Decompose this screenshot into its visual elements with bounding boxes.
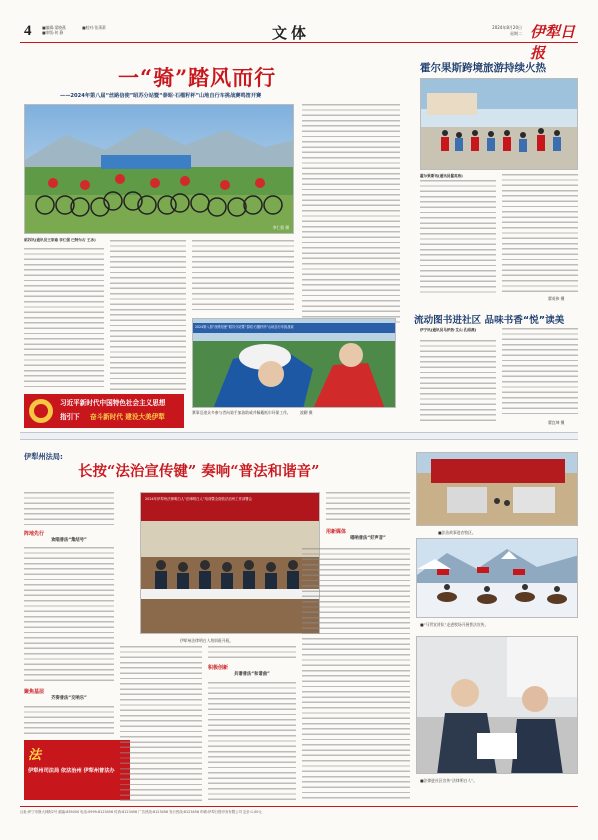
story1-body-col1 xyxy=(24,248,104,390)
rural-illustration xyxy=(417,453,578,526)
subhead-title: 阵地先行 xyxy=(24,531,45,537)
right-mid-credit: 翟宜坤 摄 xyxy=(548,420,565,425)
horseback-photo xyxy=(416,538,578,618)
subhead-sub: 共谱普法“和谐曲” xyxy=(234,672,270,677)
right-caption1: ■法治故事进农牧区。 xyxy=(438,530,476,535)
section-divider xyxy=(20,432,578,440)
date: 2024年8月20日 xyxy=(492,25,522,30)
editor-info xyxy=(42,25,66,35)
story2-body-col1a xyxy=(24,492,114,526)
story2-subhead1 xyxy=(24,530,114,543)
section-title: 文体 xyxy=(272,24,311,42)
story2-body-col1b xyxy=(24,547,114,685)
photo2-caption-text: 赛事沿途众多参与者向骑手加油助威并佩戴纸巾环保工作。 xyxy=(192,410,291,415)
tourism-illustration xyxy=(421,79,578,170)
subhead-title: 聚焦基层 xyxy=(24,689,45,695)
story1-headline: 一“骑”踏风而行 xyxy=(118,65,277,90)
story2-headline: 长按“法治宣传键” 奏响“普法和谐音” xyxy=(78,463,320,480)
right-mid-body-col2 xyxy=(502,328,578,418)
helmet-photo xyxy=(192,318,396,408)
masthead-bar xyxy=(20,21,578,62)
horseback-illustration xyxy=(417,539,578,618)
cyclists-illustration xyxy=(25,105,294,234)
right-mid-lead: 伊宁讯(通讯员马伊热·艾山 孔昭燕) xyxy=(420,328,477,332)
story1-body-col5 xyxy=(352,104,400,324)
right-top-credit: 翟英伟 摄 xyxy=(548,296,565,301)
rural-legal-photo xyxy=(416,452,578,526)
subhead-title: 积极创新 xyxy=(208,665,229,671)
photo-credit: 李仁强 摄 xyxy=(272,225,289,230)
bottom-banner xyxy=(24,740,130,800)
page-number: 4 xyxy=(24,23,32,39)
training-banner: 2024年伊犁州法律明白人“法律明白人”培训暨全面依法治州工作部署会 xyxy=(145,497,253,501)
banner-slogan: 奋斗新时代 建设大美伊犁 xyxy=(90,413,165,421)
cyclists-photo xyxy=(24,104,294,234)
training-caption: 伊犁州法律明白人培训班开班。 xyxy=(180,638,234,643)
right-caption3: ■法律进社区宣传“法律明白人”。 xyxy=(420,778,477,783)
date-block xyxy=(472,25,522,36)
helmet-illustration xyxy=(193,319,396,408)
subhead-sub: 欢唱普法“集结号” xyxy=(51,538,87,543)
story2-body-col2 xyxy=(120,646,202,802)
subhead-sub: 齐奏普法“交响乐” xyxy=(51,696,87,701)
story1-body-col3 xyxy=(192,240,294,310)
editor-line: ■编辑:梁晓燕 xyxy=(42,25,66,30)
footer-address: 社址:伊宁市斯大林街2号 邮编:835000 电话:0999-8123456 传真:8123456 广告热线:8123456 发行热线:8123456 印刷:伊犁日报印务有限公司 定价:1.00元 xyxy=(20,810,262,814)
photo2-banner: 2024第八届“丝路信使”昭苏分站暨“泰昭·石榴籽杯”山地自行车挑战赛 xyxy=(195,325,294,329)
story1-body-col2 xyxy=(110,240,186,390)
right-top-body-col1 xyxy=(420,180,496,296)
editor-info xyxy=(82,25,106,31)
slogan-banner xyxy=(24,394,184,428)
story2-subhead4 xyxy=(326,528,410,541)
community-illustration xyxy=(417,637,578,774)
story2-body-col4b xyxy=(302,548,410,802)
editor-line: ■审版:何 静 xyxy=(42,30,64,35)
editor-line: ■校对:张萧萧 xyxy=(82,25,106,30)
story2-body-col3b xyxy=(208,682,296,802)
border-tourism-photo xyxy=(420,78,578,170)
story2-body-col3a xyxy=(208,646,296,662)
story2-kicker: 伊犁州法局: xyxy=(24,452,63,461)
story2-subhead3 xyxy=(208,664,296,677)
footer xyxy=(20,806,578,820)
story2-subhead2 xyxy=(24,688,114,701)
right-top-lead: 霍尔果斯讯(通讯员翟英伟) xyxy=(420,174,463,178)
right-top-headline: 霍尔果斯跨境旅游持续火热 xyxy=(420,62,546,74)
subhead-title: 用新媒体 xyxy=(326,529,347,535)
banner-line1: 习近平新时代中国特色社会主义思想 xyxy=(60,399,166,407)
story1-byline: 昭苏讯(通讯员王家瑜 李仁强 巴特尔古 王冰) xyxy=(24,238,96,242)
story1-photo2-caption xyxy=(192,410,396,416)
banner-mark: 法 xyxy=(28,748,42,763)
subhead-sub: 唱响普法“好声音” xyxy=(350,536,386,541)
banner-line2: 指引下 xyxy=(60,413,80,421)
story2-body-col1c xyxy=(24,706,114,736)
emblem-icon xyxy=(28,398,54,424)
training-illustration xyxy=(141,493,320,634)
community-photo xyxy=(416,636,578,774)
story2-body-col4a xyxy=(326,492,410,524)
right-mid-headline: 流动图书进社区 品味书香“悦”读美 xyxy=(414,315,565,326)
story1-subhead: ——2024年第八届“丝路信使”昭苏分站暨“泰昭·石榴籽杯”山地自行车挑战赛鸣笛开赛 xyxy=(60,93,262,99)
right-mid-body-col1 xyxy=(420,340,496,422)
weekday: 星期二 xyxy=(510,30,522,36)
right-caption2: ■“马背宣讲队”走进牧场开展普法宣传。 xyxy=(420,622,489,627)
photo2-credit: 波聊 摄 xyxy=(299,410,313,415)
training-photo xyxy=(140,492,320,634)
bottom-banner-text: 伊犁州司法局 依法治州 伊犁州普法办 xyxy=(28,768,115,774)
right-top-body-col2 xyxy=(502,174,578,296)
newspaper-logo: 伊犁日报 xyxy=(530,23,576,62)
